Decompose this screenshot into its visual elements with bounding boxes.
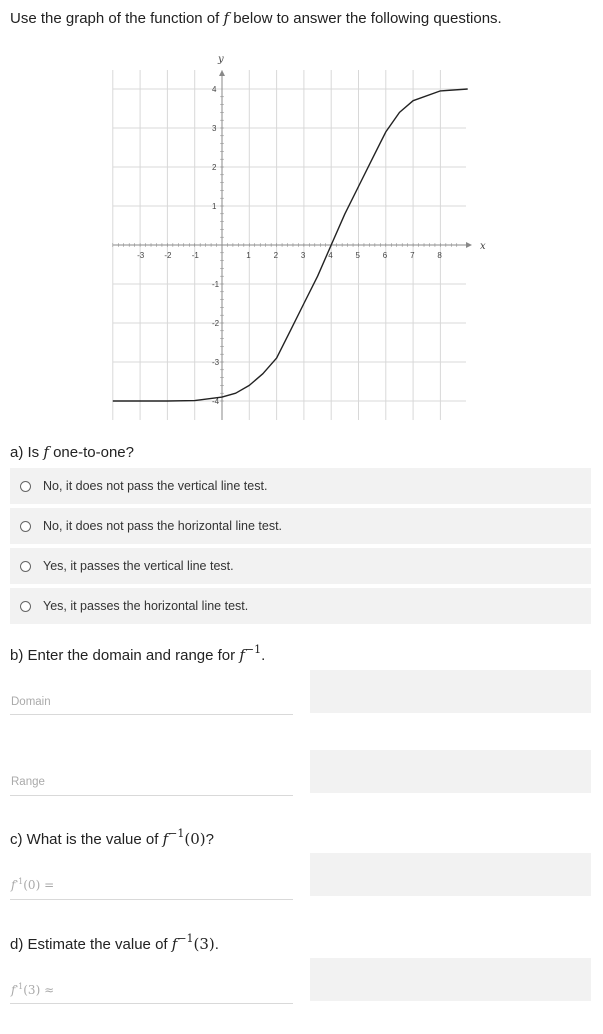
option-label: Yes, it passes the vertical line test. [43,559,234,573]
option-yes-horizontal[interactable] [10,588,591,624]
ph-c-sup: -1 [15,877,24,886]
x-axis-label: x [480,241,486,252]
radio-button[interactable] [20,521,31,532]
domain-input-underline[interactable] [10,714,293,715]
x-tick-label: 3 [300,251,306,260]
y-axis-label: y [218,54,224,65]
x-tick-label: 8 [437,251,442,260]
y-tick-label: 4 [212,85,217,94]
question-c-suffix: ? [205,831,214,848]
ph-c-func: f [11,878,16,892]
x-tick-label: -1 [191,251,199,260]
intro-text-before: Use the graph of the function of [10,10,224,27]
option-yes-vertical[interactable] [10,548,591,584]
question-b-sup: −1 [244,643,262,656]
question-a-func: f [43,443,49,461]
question-c-sup: −1 [168,827,185,840]
option-label: No, it does not pass the horizontal line test. [43,519,283,533]
x-tick-label: 2 [273,251,279,260]
ph-d-rest: (3) ≈ [23,983,55,997]
question-c-arg: (0) [184,830,206,848]
option-label: Yes, it passes the horizontal line test. [43,599,249,613]
question-a-suffix: one-to-one? [48,444,134,461]
x-tick-label: 6 [382,251,388,260]
range-answer-box [310,750,591,793]
ph-d-sup: -1 [15,982,24,991]
ph-c-rest: (0) = [23,878,55,892]
ph-d-func: f [11,983,16,997]
y-tick-label: -4 [212,397,220,406]
domain-answer-box [310,670,591,713]
option-no-vertical[interactable] [10,468,591,504]
radio-button[interactable] [20,601,31,612]
y-tick-label: 2 [212,163,217,172]
d-answer-box [310,958,591,1001]
question-b-title [10,643,266,664]
question-d-suffix: . [214,936,219,953]
question-c-prefix: c) What is the value of [10,831,163,848]
question-a-title [10,443,134,461]
range-placeholder[interactable]: Range [11,776,45,788]
function-graph [0,0,603,440]
f-inverse-three-placeholder[interactable] [11,983,54,997]
question-b-prefix: b) Enter the domain and range for [10,647,240,664]
y-tick-label: -2 [212,319,220,328]
x-tick-label: 4 [328,251,333,260]
c-answer-box [310,853,591,896]
question-d-prefix: d) Estimate the value of [10,936,172,953]
y-tick-label: 1 [212,202,217,211]
question-b-suffix: . [261,647,266,664]
question-d-func: f [171,935,178,953]
option-no-horizontal[interactable] [10,508,591,544]
y-tick-label: 3 [212,124,217,133]
x-tick-label: 5 [355,251,360,260]
question-d-arg: (3) [193,935,215,953]
range-input-underline[interactable] [10,795,293,796]
x-axis-arrow [466,242,472,248]
radio-button[interactable] [20,561,31,572]
f-inverse-zero-placeholder[interactable] [11,878,54,892]
x-tick-label: -3 [137,251,145,260]
question-d-sup: −1 [177,932,194,945]
y-tick-label: -1 [212,280,220,289]
domain-placeholder[interactable]: Domain [11,696,51,708]
intro-func: f [223,9,230,27]
question-a-prefix: a) Is [10,444,44,461]
x-tick-label: 7 [410,251,415,260]
question-c-func: f [162,830,169,848]
option-label: No, it does not pass the vertical line test. [43,479,268,493]
y-tick-label: -3 [212,358,220,367]
question-c-title [10,827,214,848]
question-b-func: f [239,646,245,664]
x-tick-label: 1 [246,251,251,260]
intro-text-after: below to answer the following questions. [229,10,502,27]
f-inverse-three-underline[interactable] [10,1003,293,1004]
y-axis-arrow [219,70,225,76]
question-d-title [10,932,219,953]
radio-button[interactable] [20,481,31,492]
f-inverse-zero-underline[interactable] [10,899,293,900]
x-tick-label: -2 [164,251,172,260]
